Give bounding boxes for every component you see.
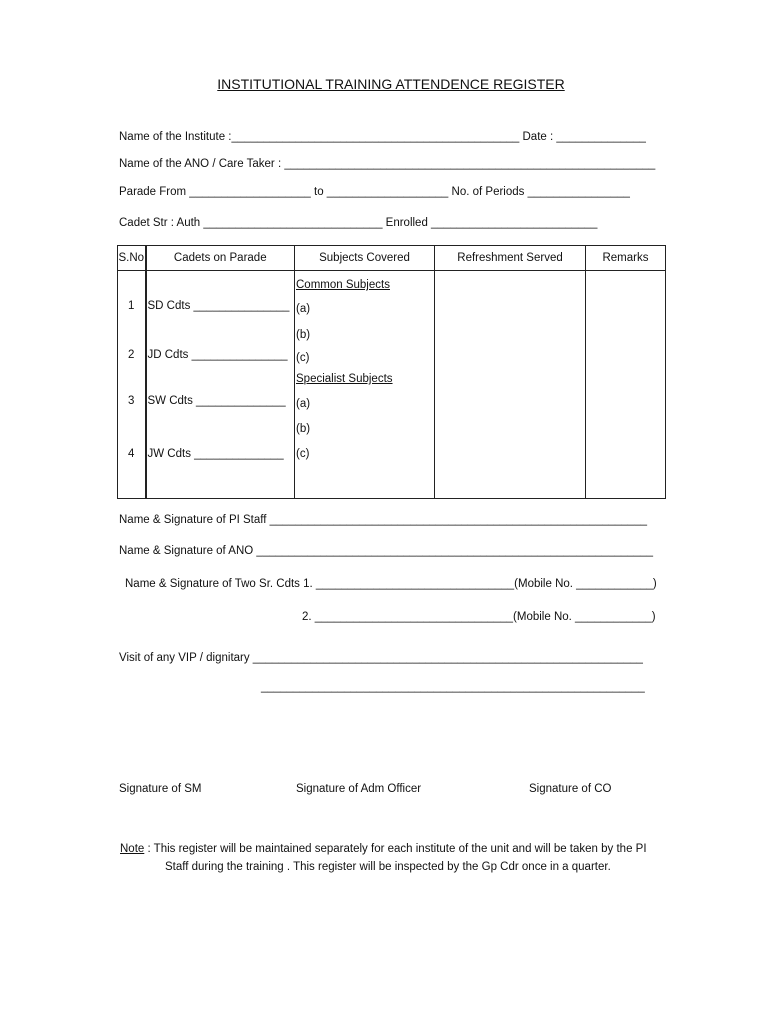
sno-4: 4 bbox=[128, 448, 135, 460]
header-subjects-covered: Subjects Covered bbox=[295, 246, 435, 271]
sno-2: 2 bbox=[128, 349, 135, 361]
jd-cdts: JD Cdts _______________ bbox=[147, 349, 288, 361]
note-label: Note bbox=[120, 843, 145, 855]
common-item-c: (c) bbox=[296, 352, 310, 364]
specialist-item-a: (a) bbox=[296, 398, 311, 410]
cadet-strength-line: Cadet Str : Auth ____________________________ Enrolled __________________________ bbox=[119, 217, 598, 229]
pi-staff-signature-line: Name & Signature of PI Staff ___________________________________________________________ bbox=[119, 514, 647, 526]
signature-co: Signature of CO bbox=[529, 783, 612, 795]
jw-cdts: JW Cdts ______________ bbox=[147, 448, 284, 460]
page-title: INSTITUTIONAL TRAINING ATTENDENCE REGISTER bbox=[217, 76, 565, 92]
sno-3: 3 bbox=[128, 395, 135, 407]
specialist-item-c: (c) bbox=[296, 448, 310, 460]
common-item-b: (b) bbox=[296, 329, 311, 341]
institute-name-line: Name of the Institute :_____________________________________________ Date : ______________ bbox=[119, 131, 646, 143]
header-sno: S.No bbox=[118, 246, 146, 271]
sw-cdts: SW Cdts ______________ bbox=[147, 395, 286, 407]
specialist-subjects-heading: Specialist Subjects bbox=[296, 373, 393, 385]
cadets-cell bbox=[146, 271, 295, 499]
table-header-row bbox=[118, 246, 666, 271]
ano-name-line: Name of the ANO / Care Taker : __________________________________________________________ bbox=[119, 158, 656, 170]
subjects-cell bbox=[295, 271, 435, 499]
sd-cdts: SD Cdts _______________ bbox=[147, 300, 290, 312]
note-line-2: Staff during the training . This register will be inspected by the Gp Cdr once in a quarter. bbox=[165, 861, 611, 873]
signature-adm-officer: Signature of Adm Officer bbox=[296, 783, 422, 795]
sr-cdt-1-signature-line: Name & Signature of Two Sr. Cdts 1. _______________________________(Mobile No. ____________) bbox=[125, 578, 657, 590]
sno-cell bbox=[118, 271, 146, 499]
note-paragraph bbox=[120, 843, 647, 855]
remarks-cell bbox=[586, 271, 666, 499]
parade-line: Parade From ___________________ to ___________________ No. of Periods ________________ bbox=[119, 186, 630, 198]
table-body-row bbox=[118, 271, 666, 499]
note-line-1: : This register will be maintained separately for each institute of the unit and will be taken by the PI bbox=[144, 843, 647, 855]
attendance-table bbox=[117, 245, 666, 499]
vip-visit-continuation-line: ____________________________________________________________ bbox=[261, 681, 645, 693]
common-item-a: (a) bbox=[296, 303, 311, 315]
signature-sm: Signature of SM bbox=[119, 783, 202, 795]
header-cadets-on-parade: Cadets on Parade bbox=[146, 246, 295, 271]
ano-signature-line: Name & Signature of ANO ______________________________________________________________ bbox=[119, 545, 653, 557]
header-refreshment-served: Refreshment Served bbox=[435, 246, 586, 271]
sr-cdt-2-signature-line: 2. _______________________________(Mobile No. ____________) bbox=[302, 611, 656, 623]
refreshment-cell bbox=[435, 271, 586, 499]
specialist-item-b: (b) bbox=[296, 423, 311, 435]
header-remarks: Remarks bbox=[586, 246, 666, 271]
vip-visit-line: Visit of any VIP / dignitary _____________________________________________________________ bbox=[119, 652, 643, 664]
common-subjects-heading: Common Subjects bbox=[296, 279, 390, 291]
sno-1: 1 bbox=[128, 300, 135, 312]
